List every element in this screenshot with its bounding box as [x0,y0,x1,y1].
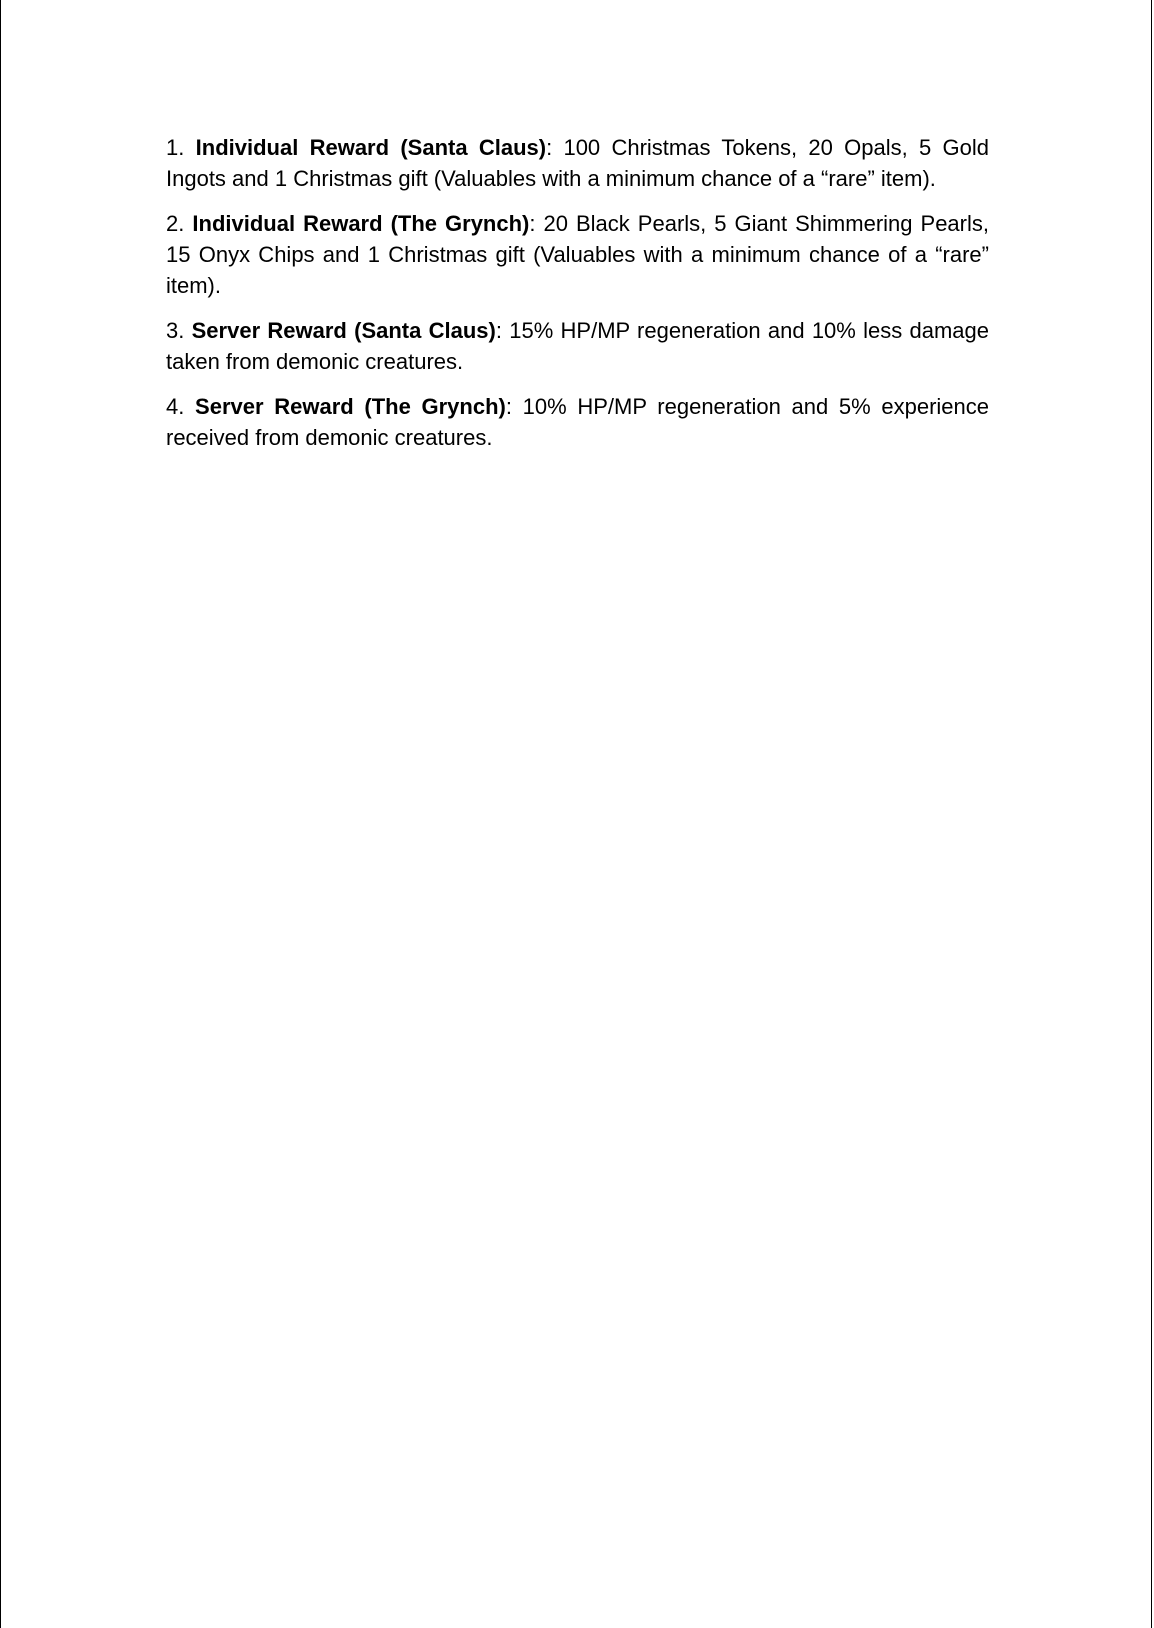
list-item [166,208,989,301]
item-number: 2. [166,211,185,236]
item-title: Individual Reward (Santa Claus) [195,135,547,160]
item-number: 3. [166,318,185,343]
item-text: : 100 Christmas Tokens, 20 Opals, 5 Gold Ingots and 1 Christmas gift (Valuables with a minimum chance of a “rare” item). [166,135,989,191]
item-text: : 20 Black Pearls, 5 Giant Shimmering Pearls, 15 Onyx Chips and 1 Christmas gift (Valuables with a minimum chance of a “rare” item). [166,211,989,298]
list-item [166,132,989,194]
item-title: Individual Reward (The Grynch) [192,211,530,236]
item-number: 1. [166,135,185,160]
item-number: 4. [166,394,185,419]
item-text: : 10% HP/MP regeneration and 5% experience received from demonic creatures. [166,394,989,450]
item-title: Server Reward (Santa Claus) [191,318,496,343]
list-item [166,315,989,377]
item-title: Server Reward (The Grynch) [195,394,506,419]
rewards-list [166,132,989,467]
item-text: : 15% HP/MP regeneration and 10% less damage taken from demonic creatures. [166,318,989,374]
list-item [166,391,989,453]
